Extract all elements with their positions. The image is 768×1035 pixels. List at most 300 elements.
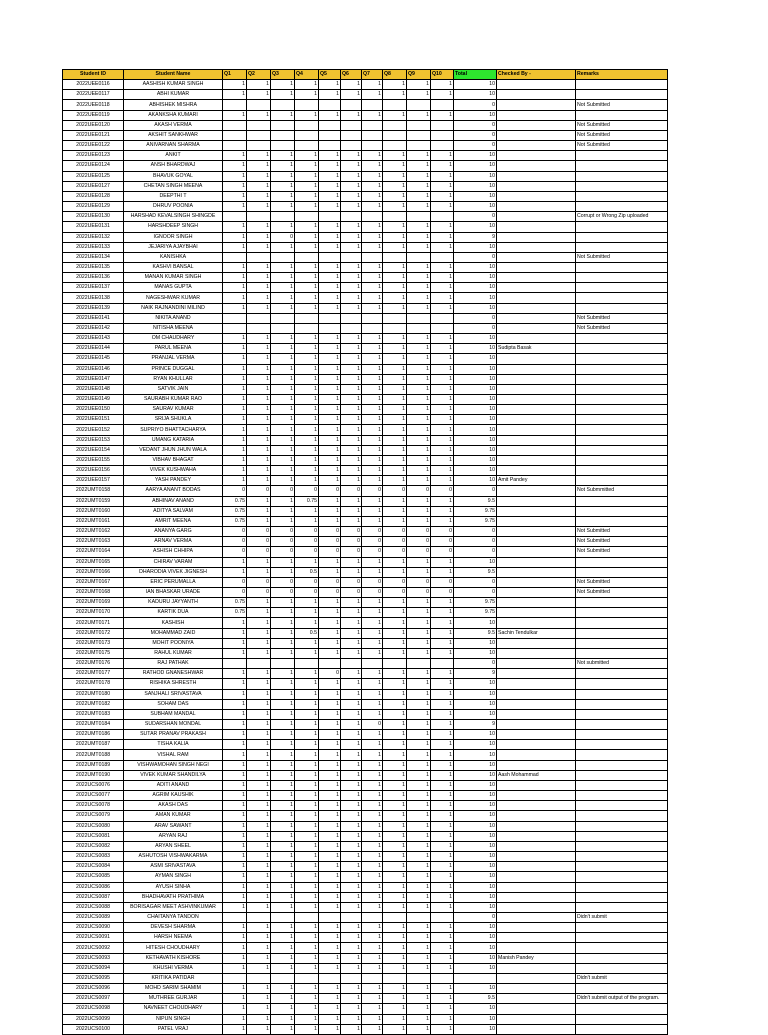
cell-q7[interactable]: 1 xyxy=(362,506,383,516)
cell-q1[interactable]: 1 xyxy=(223,689,247,699)
cell-q3[interactable] xyxy=(271,130,295,140)
cell-q4[interactable]: 1 xyxy=(295,821,319,831)
cell-student-name[interactable]: OM CHAUDHARY xyxy=(124,334,223,344)
cell-q3[interactable]: 1 xyxy=(271,923,295,933)
cell-q4[interactable]: 1 xyxy=(295,364,319,374)
cell-q9[interactable]: 1 xyxy=(407,222,431,232)
cell-checked-by[interactable] xyxy=(497,821,576,831)
cell-total[interactable]: 10 xyxy=(454,151,497,161)
cell-remarks[interactable]: Didn't submit xyxy=(576,973,668,983)
cell-q9[interactable]: 1 xyxy=(407,364,431,374)
cell-total[interactable]: 10 xyxy=(454,191,497,201)
cell-student-id[interactable]: 2022UEE0154 xyxy=(63,445,124,455)
cell-q8[interactable] xyxy=(383,313,407,323)
cell-q3[interactable]: 1 xyxy=(271,618,295,628)
cell-checked-by[interactable] xyxy=(497,598,576,608)
header-q9[interactable]: Q9 xyxy=(407,70,431,80)
cell-q2[interactable] xyxy=(247,659,271,669)
cell-q6[interactable]: 1 xyxy=(341,567,362,577)
cell-remarks[interactable] xyxy=(576,425,668,435)
cell-q10[interactable] xyxy=(431,100,454,110)
cell-student-id[interactable]: 2022UMT0186 xyxy=(63,730,124,740)
cell-q7[interactable]: 1 xyxy=(362,750,383,760)
cell-q10[interactable]: 1 xyxy=(431,364,454,374)
cell-checked-by[interactable] xyxy=(497,679,576,689)
cell-q6[interactable]: 1 xyxy=(341,831,362,841)
cell-q7[interactable]: 1 xyxy=(362,628,383,638)
cell-q7[interactable]: 1 xyxy=(362,262,383,272)
cell-q1[interactable]: 1 xyxy=(223,466,247,476)
cell-remarks[interactable] xyxy=(576,862,668,872)
cell-q3[interactable]: 1 xyxy=(271,354,295,364)
cell-q10[interactable]: 1 xyxy=(431,110,454,120)
cell-q7[interactable]: 1 xyxy=(362,669,383,679)
cell-checked-by[interactable] xyxy=(497,750,576,760)
cell-total[interactable]: 10 xyxy=(454,1004,497,1014)
cell-student-id[interactable]: 2022UEE0128 xyxy=(63,191,124,201)
cell-q2[interactable]: 1 xyxy=(247,476,271,486)
cell-q8[interactable]: 1 xyxy=(383,415,407,425)
cell-q3[interactable]: 1 xyxy=(271,872,295,882)
cell-remarks[interactable]: Not Submitted xyxy=(576,130,668,140)
cell-q5[interactable]: 1 xyxy=(319,821,341,831)
cell-checked-by[interactable] xyxy=(497,212,576,222)
cell-q9[interactable]: 1 xyxy=(407,902,431,912)
cell-checked-by[interactable] xyxy=(497,313,576,323)
cell-q6[interactable] xyxy=(341,313,362,323)
cell-total[interactable]: 10 xyxy=(454,943,497,953)
cell-q3[interactable]: 1 xyxy=(271,516,295,526)
cell-student-name[interactable]: SUDARSHAN MONDAL xyxy=(124,720,223,730)
cell-q3[interactable]: 1 xyxy=(271,933,295,943)
cell-q1[interactable]: 1 xyxy=(223,953,247,963)
cell-q3[interactable]: 1 xyxy=(271,334,295,344)
cell-q6[interactable]: 1 xyxy=(341,801,362,811)
cell-q7[interactable]: 1 xyxy=(362,872,383,882)
cell-q10[interactable]: 1 xyxy=(431,831,454,841)
cell-q8[interactable]: 1 xyxy=(383,476,407,486)
cell-q5[interactable]: 1 xyxy=(319,303,341,313)
cell-checked-by[interactable] xyxy=(497,283,576,293)
cell-q5[interactable]: 0 xyxy=(319,577,341,587)
cell-q5[interactable]: 1 xyxy=(319,760,341,770)
cell-checked-by[interactable] xyxy=(497,892,576,902)
cell-q9[interactable]: 1 xyxy=(407,852,431,862)
cell-q7[interactable]: 1 xyxy=(362,496,383,506)
cell-q5[interactable]: 1 xyxy=(319,943,341,953)
cell-checked-by[interactable] xyxy=(497,80,576,90)
cell-remarks[interactable] xyxy=(576,232,668,242)
cell-total[interactable]: 10 xyxy=(454,801,497,811)
cell-q8[interactable]: 1 xyxy=(383,831,407,841)
cell-q1[interactable]: 1 xyxy=(223,476,247,486)
cell-q4[interactable]: 1 xyxy=(295,882,319,892)
cell-remarks[interactable]: Not Submitted xyxy=(576,323,668,333)
cell-remarks[interactable] xyxy=(576,1014,668,1024)
cell-q4[interactable]: 1 xyxy=(295,435,319,445)
cell-q10[interactable]: 1 xyxy=(431,801,454,811)
cell-total[interactable]: 0 xyxy=(454,100,497,110)
cell-q8[interactable]: 1 xyxy=(383,496,407,506)
cell-student-id[interactable]: 2022UMT0177 xyxy=(63,669,124,679)
cell-q8[interactable]: 1 xyxy=(383,90,407,100)
cell-q3[interactable]: 1 xyxy=(271,445,295,455)
cell-checked-by[interactable] xyxy=(497,191,576,201)
cell-q5[interactable]: 1 xyxy=(319,242,341,252)
cell-q7[interactable] xyxy=(362,973,383,983)
cell-student-id[interactable]: 2022UEE0151 xyxy=(63,415,124,425)
cell-q5[interactable] xyxy=(319,100,341,110)
cell-remarks[interactable] xyxy=(576,445,668,455)
cell-q8[interactable]: 1 xyxy=(383,689,407,699)
cell-q4[interactable]: 1 xyxy=(295,1024,319,1034)
cell-q6[interactable]: 1 xyxy=(341,466,362,476)
cell-q3[interactable]: 1 xyxy=(271,963,295,973)
cell-q6[interactable]: 1 xyxy=(341,780,362,790)
cell-q8[interactable]: 1 xyxy=(383,293,407,303)
cell-remarks[interactable]: Not Submitted xyxy=(576,141,668,151)
cell-total[interactable]: 0 xyxy=(454,587,497,597)
cell-q1[interactable]: 1 xyxy=(223,415,247,425)
cell-q6[interactable]: 1 xyxy=(341,516,362,526)
cell-q3[interactable]: 1 xyxy=(271,811,295,821)
cell-remarks[interactable] xyxy=(576,780,668,790)
cell-student-id[interactable]: 2022UMT0159 xyxy=(63,496,124,506)
cell-q5[interactable]: 1 xyxy=(319,963,341,973)
cell-q6[interactable]: 1 xyxy=(341,232,362,242)
cell-q3[interactable]: 1 xyxy=(271,90,295,100)
cell-q7[interactable]: 1 xyxy=(362,161,383,171)
cell-q3[interactable]: 1 xyxy=(271,943,295,953)
cell-q6[interactable]: 1 xyxy=(341,679,362,689)
cell-q2[interactable]: 1 xyxy=(247,273,271,283)
cell-checked-by[interactable] xyxy=(497,222,576,232)
cell-q6[interactable]: 1 xyxy=(341,435,362,445)
cell-remarks[interactable]: Not Submitted xyxy=(576,577,668,587)
cell-q5[interactable]: 1 xyxy=(319,852,341,862)
cell-q8[interactable]: 1 xyxy=(383,435,407,445)
cell-q5[interactable]: 1 xyxy=(319,923,341,933)
cell-q2[interactable]: 1 xyxy=(247,374,271,384)
cell-q8[interactable]: 1 xyxy=(383,384,407,394)
cell-q3[interactable]: 0 xyxy=(271,486,295,496)
cell-q5[interactable]: 1 xyxy=(319,283,341,293)
cell-student-name[interactable]: AKASH DAS xyxy=(124,801,223,811)
cell-q4[interactable]: 1 xyxy=(295,943,319,953)
cell-total[interactable]: 9.5 xyxy=(454,567,497,577)
cell-q3[interactable]: 1 xyxy=(271,770,295,780)
cell-total[interactable]: 10 xyxy=(454,984,497,994)
cell-q10[interactable]: 0 xyxy=(431,577,454,587)
cell-q1[interactable]: 1 xyxy=(223,943,247,953)
cell-q4[interactable]: 1 xyxy=(295,191,319,201)
cell-q6[interactable]: 1 xyxy=(341,821,362,831)
cell-student-name[interactable]: SATVIK JAIN xyxy=(124,384,223,394)
cell-q8[interactable]: 1 xyxy=(383,273,407,283)
cell-q2[interactable]: 1 xyxy=(247,161,271,171)
cell-q7[interactable]: 1 xyxy=(362,181,383,191)
cell-q10[interactable]: 0 xyxy=(431,587,454,597)
cell-q6[interactable]: 1 xyxy=(341,1004,362,1014)
cell-checked-by[interactable] xyxy=(497,811,576,821)
cell-q9[interactable]: 1 xyxy=(407,476,431,486)
cell-q7[interactable]: 1 xyxy=(362,567,383,577)
cell-q1[interactable]: 1 xyxy=(223,344,247,354)
cell-student-id[interactable]: 2022UCS0078 xyxy=(63,801,124,811)
cell-q3[interactable]: 1 xyxy=(271,780,295,790)
cell-q7[interactable]: 1 xyxy=(362,821,383,831)
cell-remarks[interactable] xyxy=(576,821,668,831)
cell-q7[interactable]: 1 xyxy=(362,984,383,994)
cell-q10[interactable]: 0 xyxy=(431,547,454,557)
cell-q1[interactable]: 1 xyxy=(223,720,247,730)
cell-q10[interactable]: 1 xyxy=(431,841,454,851)
header-student-name[interactable]: Student Name xyxy=(124,70,223,80)
cell-remarks[interactable] xyxy=(576,334,668,344)
cell-q9[interactable]: 1 xyxy=(407,669,431,679)
cell-q7[interactable]: 1 xyxy=(362,953,383,963)
cell-student-name[interactable]: ABHI KUMAR xyxy=(124,90,223,100)
cell-student-name[interactable]: CHAITANYA TANDON xyxy=(124,912,223,922)
cell-q1[interactable]: 1 xyxy=(223,354,247,364)
cell-checked-by[interactable] xyxy=(497,760,576,770)
cell-q9[interactable]: 1 xyxy=(407,354,431,364)
cell-q7[interactable]: 1 xyxy=(362,933,383,943)
cell-q7[interactable]: 1 xyxy=(362,384,383,394)
cell-q4[interactable] xyxy=(295,973,319,983)
cell-remarks[interactable] xyxy=(576,882,668,892)
cell-remarks[interactable] xyxy=(576,161,668,171)
cell-q1[interactable]: 1 xyxy=(223,709,247,719)
cell-q9[interactable] xyxy=(407,141,431,151)
cell-student-id[interactable]: 2022UCS0079 xyxy=(63,811,124,821)
cell-total[interactable]: 0 xyxy=(454,323,497,333)
cell-student-id[interactable]: 2022UEE0152 xyxy=(63,425,124,435)
cell-q10[interactable] xyxy=(431,212,454,222)
cell-q4[interactable]: 1 xyxy=(295,110,319,120)
cell-total[interactable]: 9.5 xyxy=(454,496,497,506)
cell-student-id[interactable]: 2022UMT0171 xyxy=(63,618,124,628)
cell-q2[interactable]: 1 xyxy=(247,628,271,638)
cell-q10[interactable]: 1 xyxy=(431,821,454,831)
cell-q10[interactable]: 1 xyxy=(431,415,454,425)
cell-q7[interactable]: 0 xyxy=(362,720,383,730)
cell-q2[interactable]: 1 xyxy=(247,283,271,293)
cell-q6[interactable]: 1 xyxy=(341,791,362,801)
cell-q5[interactable]: 1 xyxy=(319,354,341,364)
cell-q5[interactable] xyxy=(319,212,341,222)
cell-q4[interactable]: 1 xyxy=(295,638,319,648)
cell-checked-by[interactable] xyxy=(497,435,576,445)
cell-q3[interactable]: 1 xyxy=(271,882,295,892)
cell-q2[interactable]: 1 xyxy=(247,405,271,415)
cell-q7[interactable]: 1 xyxy=(362,618,383,628)
cell-q5[interactable] xyxy=(319,130,341,140)
cell-q3[interactable]: 1 xyxy=(271,303,295,313)
cell-q4[interactable] xyxy=(295,313,319,323)
cell-q6[interactable] xyxy=(341,120,362,130)
cell-q10[interactable] xyxy=(431,912,454,922)
cell-q6[interactable] xyxy=(341,973,362,983)
cell-total[interactable]: 10 xyxy=(454,354,497,364)
cell-q3[interactable]: 1 xyxy=(271,415,295,425)
cell-q5[interactable]: 1 xyxy=(319,902,341,912)
cell-student-name[interactable]: PARUL MEENA xyxy=(124,344,223,354)
cell-q5[interactable]: 0 xyxy=(319,669,341,679)
cell-q5[interactable]: 1 xyxy=(319,780,341,790)
cell-q3[interactable]: 1 xyxy=(271,1024,295,1034)
cell-remarks[interactable] xyxy=(576,831,668,841)
cell-q10[interactable]: 1 xyxy=(431,191,454,201)
header-q1[interactable]: Q1 xyxy=(223,70,247,80)
cell-q9[interactable]: 1 xyxy=(407,780,431,790)
cell-checked-by[interactable] xyxy=(497,709,576,719)
cell-student-name[interactable]: KETHAVATH KISHORE xyxy=(124,953,223,963)
cell-q9[interactable]: 1 xyxy=(407,628,431,638)
cell-remarks[interactable]: Not Submmitted xyxy=(576,486,668,496)
cell-total[interactable]: 10 xyxy=(454,862,497,872)
cell-q3[interactable]: 1 xyxy=(271,273,295,283)
cell-q10[interactable]: 1 xyxy=(431,943,454,953)
cell-q9[interactable]: 1 xyxy=(407,801,431,811)
cell-q8[interactable]: 1 xyxy=(383,191,407,201)
cell-q10[interactable]: 1 xyxy=(431,750,454,760)
cell-q8[interactable]: 1 xyxy=(383,506,407,516)
cell-remarks[interactable] xyxy=(576,466,668,476)
cell-q9[interactable]: 1 xyxy=(407,171,431,181)
cell-remarks[interactable] xyxy=(576,760,668,770)
header-q8[interactable]: Q8 xyxy=(383,70,407,80)
cell-student-name[interactable]: YASH PANDEY xyxy=(124,476,223,486)
cell-student-id[interactable]: 2022UCS0094 xyxy=(63,963,124,973)
cell-q7[interactable]: 1 xyxy=(362,648,383,658)
cell-q3[interactable]: 1 xyxy=(271,801,295,811)
cell-q5[interactable]: 1 xyxy=(319,557,341,567)
cell-q9[interactable]: 1 xyxy=(407,181,431,191)
cell-student-name[interactable]: ADITYA SALVAM xyxy=(124,506,223,516)
cell-q5[interactable]: 1 xyxy=(319,892,341,902)
cell-q4[interactable]: 1 xyxy=(295,760,319,770)
cell-q7[interactable]: 1 xyxy=(362,770,383,780)
cell-q5[interactable]: 1 xyxy=(319,994,341,1004)
cell-total[interactable]: 0 xyxy=(454,212,497,222)
cell-student-name[interactable]: VISHWAMOHAN SINGH NEGI xyxy=(124,760,223,770)
cell-q8[interactable] xyxy=(383,252,407,262)
cell-q9[interactable]: 1 xyxy=(407,994,431,1004)
cell-student-name[interactable]: KASHISH xyxy=(124,618,223,628)
cell-q6[interactable]: 1 xyxy=(341,689,362,699)
cell-q6[interactable]: 1 xyxy=(341,283,362,293)
cell-q4[interactable]: 0 xyxy=(295,587,319,597)
cell-q7[interactable]: 0 xyxy=(362,527,383,537)
cell-checked-by[interactable] xyxy=(497,780,576,790)
cell-q8[interactable]: 1 xyxy=(383,567,407,577)
cell-q7[interactable]: 1 xyxy=(362,963,383,973)
cell-q8[interactable]: 1 xyxy=(383,405,407,415)
cell-q2[interactable]: 1 xyxy=(247,994,271,1004)
cell-q5[interactable]: 1 xyxy=(319,933,341,943)
cell-q5[interactable]: 1 xyxy=(319,598,341,608)
cell-total[interactable]: 10 xyxy=(454,770,497,780)
cell-q8[interactable]: 1 xyxy=(383,171,407,181)
cell-q2[interactable]: 1 xyxy=(247,618,271,628)
cell-q2[interactable] xyxy=(247,120,271,130)
cell-q5[interactable]: 1 xyxy=(319,720,341,730)
cell-total[interactable]: 0 xyxy=(454,577,497,587)
cell-q8[interactable]: 1 xyxy=(383,202,407,212)
cell-student-name[interactable]: PATEL VRAJ xyxy=(124,1024,223,1034)
cell-q4[interactable]: 1 xyxy=(295,750,319,760)
cell-q10[interactable]: 1 xyxy=(431,303,454,313)
cell-q10[interactable]: 1 xyxy=(431,181,454,191)
cell-student-name[interactable]: SRIJA SHUKLA xyxy=(124,415,223,425)
cell-q5[interactable]: 1 xyxy=(319,476,341,486)
cell-q5[interactable]: 1 xyxy=(319,811,341,821)
cell-q4[interactable] xyxy=(295,100,319,110)
cell-q1[interactable]: 0.75 xyxy=(223,516,247,526)
cell-total[interactable]: 10 xyxy=(454,811,497,821)
cell-q5[interactable]: 1 xyxy=(319,222,341,232)
cell-checked-by[interactable] xyxy=(497,963,576,973)
cell-q1[interactable]: 1 xyxy=(223,110,247,120)
cell-remarks[interactable] xyxy=(576,963,668,973)
cell-remarks[interactable] xyxy=(576,516,668,526)
cell-q2[interactable]: 0 xyxy=(247,527,271,537)
cell-q2[interactable]: 1 xyxy=(247,699,271,709)
cell-q8[interactable] xyxy=(383,100,407,110)
cell-q5[interactable]: 1 xyxy=(319,273,341,283)
cell-remarks[interactable] xyxy=(576,1024,668,1034)
cell-student-id[interactable]: 2022UCS0090 xyxy=(63,923,124,933)
cell-q5[interactable]: 1 xyxy=(319,709,341,719)
cell-student-id[interactable]: 2022UMT0178 xyxy=(63,679,124,689)
cell-q5[interactable]: 1 xyxy=(319,171,341,181)
cell-q6[interactable]: 1 xyxy=(341,181,362,191)
cell-q4[interactable]: 1 xyxy=(295,202,319,212)
cell-student-name[interactable]: VEDANT JHUN JHUN WALA xyxy=(124,445,223,455)
cell-total[interactable]: 10 xyxy=(454,638,497,648)
cell-q3[interactable]: 1 xyxy=(271,151,295,161)
cell-q7[interactable]: 1 xyxy=(362,445,383,455)
cell-q3[interactable]: 1 xyxy=(271,791,295,801)
cell-remarks[interactable] xyxy=(576,273,668,283)
cell-student-id[interactable]: 2022UMT0160 xyxy=(63,506,124,516)
cell-student-name[interactable]: NITISHA MEENA xyxy=(124,323,223,333)
cell-total[interactable]: 10 xyxy=(454,709,497,719)
cell-q8[interactable] xyxy=(383,141,407,151)
cell-q8[interactable]: 1 xyxy=(383,303,407,313)
cell-student-id[interactable]: 2022UEE0149 xyxy=(63,395,124,405)
cell-q5[interactable]: 0 xyxy=(319,547,341,557)
cell-student-name[interactable]: MOHD SARIM SHAMIM xyxy=(124,984,223,994)
cell-q8[interactable]: 1 xyxy=(383,1004,407,1014)
cell-q10[interactable]: 1 xyxy=(431,933,454,943)
cell-q7[interactable] xyxy=(362,100,383,110)
cell-q3[interactable] xyxy=(271,973,295,983)
cell-q10[interactable]: 1 xyxy=(431,882,454,892)
cell-q3[interactable] xyxy=(271,659,295,669)
cell-q8[interactable]: 1 xyxy=(383,720,407,730)
cell-q1[interactable]: 1 xyxy=(223,181,247,191)
cell-q1[interactable]: 1 xyxy=(223,1004,247,1014)
cell-q1[interactable]: 1 xyxy=(223,1024,247,1034)
cell-q8[interactable]: 1 xyxy=(383,669,407,679)
cell-q9[interactable]: 1 xyxy=(407,882,431,892)
cell-q5[interactable]: 1 xyxy=(319,202,341,212)
cell-q10[interactable]: 1 xyxy=(431,648,454,658)
cell-student-id[interactable]: 2022UMT0161 xyxy=(63,516,124,526)
cell-q5[interactable]: 1 xyxy=(319,110,341,120)
